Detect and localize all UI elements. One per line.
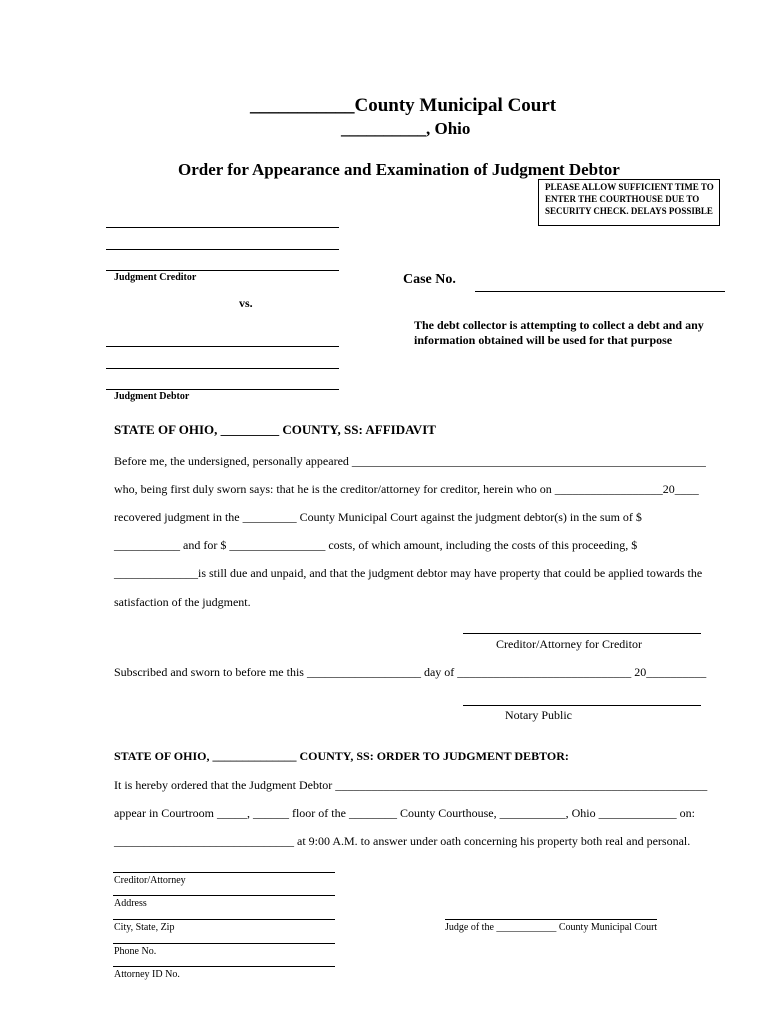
- court-title: ___________County Municipal Court: [250, 95, 557, 116]
- address-label: Address: [114, 898, 147, 909]
- debtor-line-3: [106, 389, 339, 390]
- creditor-signature-label: Creditor/Attorney for Creditor: [496, 637, 642, 651]
- creditor-attorney-label: Creditor/Attorney: [114, 875, 186, 886]
- affidavit-heading: STATE OF OHIO, _________ COUNTY, SS: AFFIDAVIT: [114, 422, 436, 437]
- order-line: It is hereby ordered that the Judgment Debtor ______________________________________________________________: [114, 778, 708, 792]
- attorney-id-label: Attorney ID No.: [114, 969, 180, 980]
- case-number-label: Case No.: [403, 272, 456, 287]
- judge-signature-label: Judge of the ____________ County Municipal Court: [445, 922, 658, 933]
- debtor-line-1: [106, 346, 339, 347]
- creditor-line-3: [106, 270, 339, 271]
- footer-field-line: [113, 895, 335, 896]
- affidavit-line: satisfaction of the judgment.: [114, 595, 251, 609]
- footer-field-line: [113, 943, 335, 944]
- document-title: Order for Appearance and Examination of Judgment Debtor: [178, 160, 620, 179]
- city-state-zip-label: City, State, Zip: [114, 922, 175, 933]
- judge-signature-line: [445, 919, 657, 920]
- judgment-debtor-label: Judgment Debtor: [114, 391, 190, 402]
- versus-label: vs.: [239, 296, 253, 310]
- order-line: appear in Courtroom _____, ______ floor of the ________ County Courthouse, ___________, Ohio _____________ on:: [114, 806, 695, 820]
- state-line: __________, Ohio: [341, 119, 471, 138]
- creditor-line-2: [106, 249, 339, 250]
- case-number-line: [475, 291, 725, 292]
- order-line: ______________________________ at 9:00 A.M. to answer under oath concerning his property both real and personal.: [114, 834, 691, 848]
- footer-field-line: [113, 966, 335, 967]
- creditor-signature-line: [463, 633, 701, 634]
- affidavit-line: Before me, the undersigned, personally appeared ___________________________________________________________: [114, 454, 706, 468]
- affidavit-line: recovered judgment in the _________ County Municipal Court against the judgment debtor(s) in the sum of $: [114, 510, 642, 524]
- creditor-line-1: [106, 227, 339, 228]
- footer-field-line: [113, 872, 335, 873]
- judgment-creditor-label: Judgment Creditor: [114, 272, 197, 283]
- affidavit-line: ______________is still due and unpaid, and that the judgment debtor may have property that could be applied towards the: [114, 566, 703, 580]
- security-notice: PLEASE ALLOW SUFFICIENT TIME TO ENTER THE COURTHOUSE DUE TO SECURITY CHECK. DELAYS POSSIBLE: [538, 179, 720, 226]
- phone-number-label: Phone No.: [114, 946, 157, 957]
- affidavit-line: who, being first duly sworn says: that he is the creditor/attorney for creditor, herein who on __________________20____: [114, 482, 699, 496]
- notary-signature-line: [463, 705, 701, 706]
- debt-collector-notice: The debt collector is attempting to collect a debt and any information obtained will be used for that purpose: [414, 318, 704, 347]
- footer-field-line: [113, 919, 335, 920]
- order-heading: STATE OF OHIO, ______________ COUNTY, SS: ORDER TO JUDGMENT DEBTOR:: [114, 749, 569, 763]
- affidavit-line: ___________ and for $ ________________ costs, of which amount, including the costs of this proceeding, $: [114, 538, 638, 552]
- debtor-line-2: [106, 368, 339, 369]
- subscribed-sworn-line: Subscribed and sworn to before me this ___________________ day of _____________________________ 20__________: [114, 665, 707, 679]
- notary-public-label: Notary Public: [505, 708, 572, 722]
